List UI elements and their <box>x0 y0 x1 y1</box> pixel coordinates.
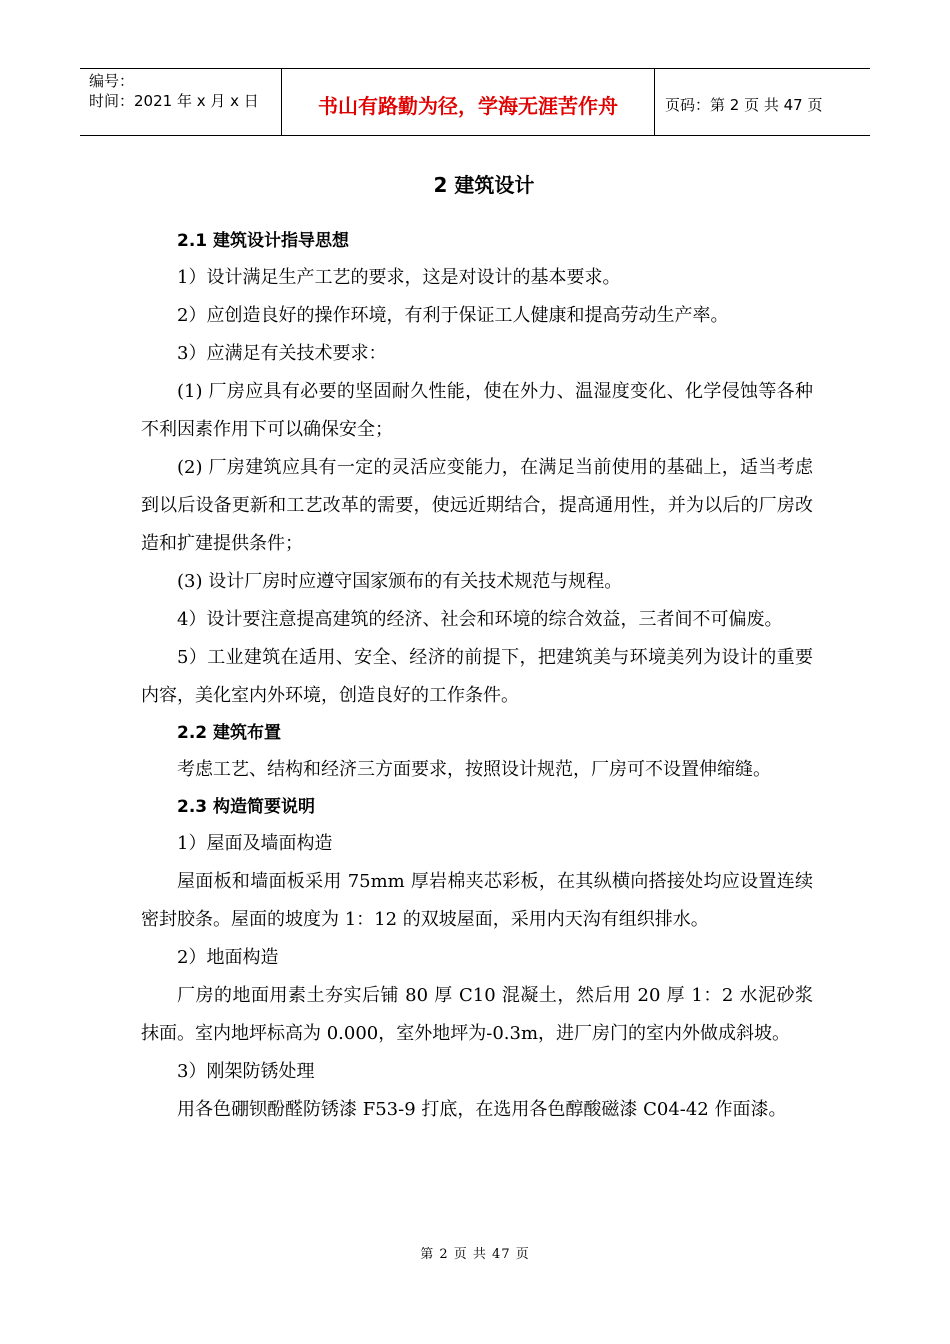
page-header <box>80 68 870 136</box>
section-heading-2-3: 2.3 构造简要说明 <box>177 797 316 817</box>
document-date: 时间：2021 年 x 月 x 日 <box>89 92 259 110</box>
paragraph: 3）刚架防锈处理 <box>177 1061 315 1082</box>
paragraph: 3）应满足有关技术要求： <box>177 343 387 364</box>
paragraph: 1）屋面及墙面构造 <box>177 833 333 854</box>
document-body <box>141 165 813 1129</box>
paragraph: 厂房的地面用素土夯实后铺 80 厚 C10 混凝土，然后用 20 厚 1：2 水泥砂浆抹面。室内地坪标高为 0.000，室外地坪为-0.3m，进厂房门的室内外做成斜坡。 <box>141 985 813 1044</box>
paragraph: 1）设计满足生产工艺的要求，这是对设计的基本要求。 <box>177 267 621 288</box>
page-footer: 第 2 页 共 47 页 <box>420 1247 530 1262</box>
header-meta <box>80 69 282 135</box>
paragraph: 4）设计要注意提高建筑的经济、社会和环境的综合效益，三者间不可偏废。 <box>177 609 783 630</box>
paragraph: (3) 设计厂房时应遵守国家颁布的有关技术规范与规程。 <box>177 571 623 592</box>
paragraph: 5）工业建筑在适用、安全、经济的前提下，把建筑美与环境美列为设计的重要内容，美化室内外环境，创造良好的工作条件。 <box>141 647 813 706</box>
section-heading-2-1: 2.1 建筑设计指导思想 <box>177 231 350 251</box>
paragraph: 屋面板和墙面板采用 75mm 厚岩棉夹芯彩板，在其纵横向搭接处均应设置连续密封胶条。屋面的坡度为 1：12 的双坡屋面，采用内天沟有组织排水。 <box>141 871 813 930</box>
paragraph: (1) 厂房应具有必要的坚固耐久性能，使在外力、温湿度变化、化学侵蚀等各种不利因素作用下可以确保安全； <box>141 381 813 440</box>
paragraph: 用各色硼钡酚醛防锈漆 F53-9 打底，在选用各色醇酸磁漆 C04-42 作面漆。 <box>177 1099 787 1120</box>
section-heading-2-2: 2.2 建筑布置 <box>177 723 282 743</box>
header-motto: 书山有路勤为径，学海无涯苦作舟 <box>282 69 655 135</box>
header-page-info: 页码：第 2 页 共 47 页 <box>665 95 823 114</box>
paragraph: 2）地面构造 <box>177 947 279 968</box>
paragraph: (2) 厂房建筑应具有一定的灵活应变能力，在满足当前使用的基础上，适当考虑到以后设备更新和工艺改革的需要，使远近期结合，提高通用性，并为以后的厂房改造和扩建提供条件； <box>141 457 813 554</box>
paragraph: 2）应创造良好的操作环境，有利于保证工人健康和提高劳动生产率。 <box>177 305 729 326</box>
document-number-label: 编号： <box>89 72 135 90</box>
paragraph: 考虑工艺、结构和经济三方面要求，按照设计规范，厂房可不设置伸缩缝。 <box>177 759 771 780</box>
chapter-title: 2 建筑设计 <box>433 173 535 197</box>
